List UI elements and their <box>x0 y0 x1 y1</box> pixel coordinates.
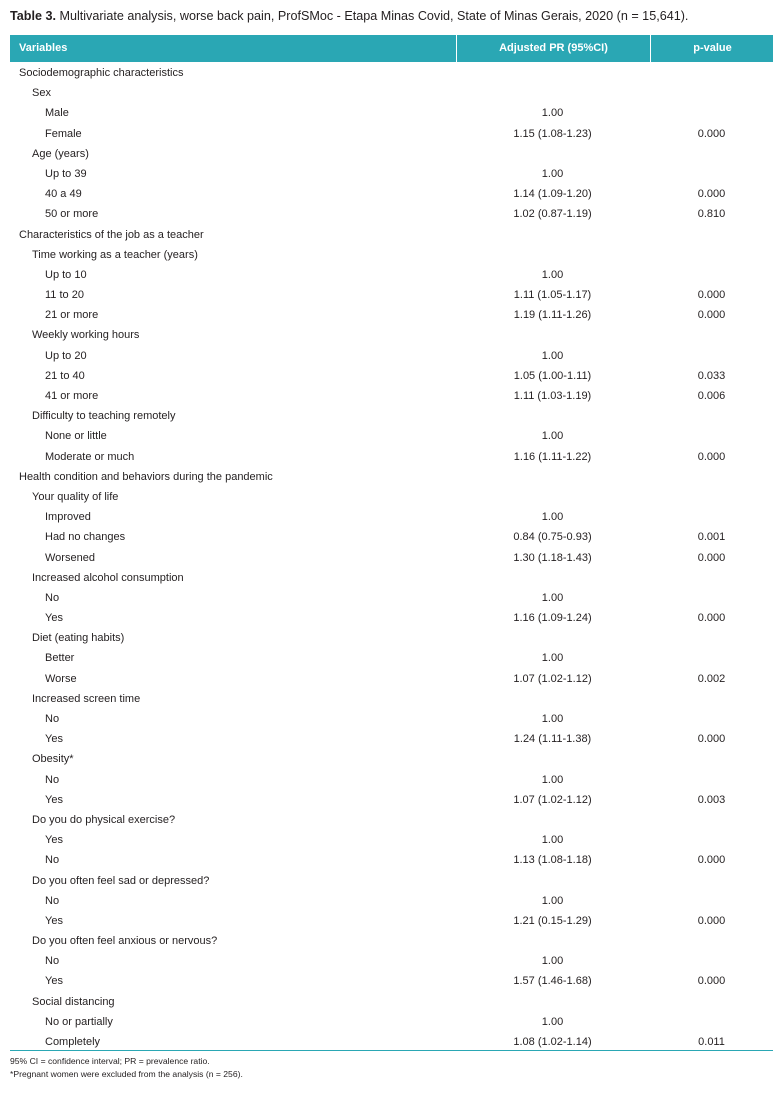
level-label: Yes <box>45 793 63 806</box>
table-title <box>10 9 688 23</box>
p-value-cell: 0.000 <box>697 127 726 140</box>
adjusted-pr-cell: 1.00 <box>541 430 564 443</box>
level-label: Yes <box>45 612 63 625</box>
level-label: No <box>45 713 60 725</box>
variable-label: Diet (eating habits) <box>32 632 125 645</box>
table-row <box>10 204 773 224</box>
level-label: No <box>45 773 60 786</box>
table-row <box>10 144 773 164</box>
table-row <box>10 709 773 729</box>
p-value-cell: 0.000 <box>697 612 726 625</box>
level-label: Improved <box>45 511 91 524</box>
table-row <box>10 83 773 103</box>
level-label: Completely <box>45 1036 101 1048</box>
table-row <box>10 366 773 386</box>
level-label: 21 or more <box>45 309 99 322</box>
footnote-abbreviations: 95% CI = confidence interval; PR = prevalence ratio. <box>10 1056 210 1066</box>
adjusted-pr-cell: 1.00 <box>541 349 564 362</box>
level-label: 50 or more <box>45 208 99 221</box>
adjusted-pr-cell: 1.30 (1.18-1.43) <box>513 551 592 564</box>
adjusted-pr-cell: 1.16 (1.09-1.24) <box>513 612 592 625</box>
level-label: Male <box>45 107 69 120</box>
table-row <box>10 992 773 1012</box>
variable-label: Social distancing <box>32 995 115 1008</box>
p-value-cell: 0.000 <box>697 975 726 988</box>
level-label: No <box>45 854 60 867</box>
p-value-cell: 0.002 <box>697 672 726 685</box>
adjusted-pr-cell: 1.07 (1.02-1.12) <box>513 793 592 806</box>
p-value-cell: 0.000 <box>697 450 726 463</box>
adjusted-pr-cell: 1.16 (1.11-1.22) <box>513 450 592 463</box>
table-row <box>10 951 773 971</box>
table-header <box>10 35 773 62</box>
table-row <box>10 648 773 668</box>
table-row <box>10 184 773 204</box>
table-row <box>10 467 773 487</box>
table-row <box>10 285 773 305</box>
variable-label: Increased alcohol consumption <box>32 571 184 584</box>
adjusted-pr-cell: 1.05 (1.00-1.11) <box>513 369 592 382</box>
p-value-cell: 0.000 <box>697 188 726 201</box>
level-label: 21 to 40 <box>45 369 85 382</box>
level-label: Yes <box>45 733 63 746</box>
adjusted-pr-cell: 1.00 <box>541 955 564 968</box>
p-value-cell: 0.000 <box>697 914 726 927</box>
level-label: Yes <box>45 914 63 927</box>
adjusted-pr-cell: 1.11 (1.05-1.17) <box>513 289 592 302</box>
table-row <box>10 346 773 366</box>
table-row <box>10 124 773 144</box>
adjusted-pr-cell: 1.07 (1.02-1.12) <box>513 672 592 685</box>
table-row <box>10 871 773 891</box>
table-row <box>10 103 773 123</box>
table-caption: Multivariate analysis, worse back pain, ProfSMoc - Etapa Minas Covid, State of Minas Gerais, 2020 (n = 15,641). <box>55 9 689 23</box>
adjusted-pr-cell: 1.19 (1.11-1.26) <box>513 309 592 322</box>
variable-label: Obesity* <box>32 753 74 766</box>
adjusted-pr-cell: 1.00 <box>541 167 564 180</box>
p-value-cell: 0.000 <box>697 733 726 746</box>
table-number: Table 3. <box>10 9 56 23</box>
adjusted-pr-cell: 1.00 <box>541 268 564 281</box>
table-row <box>10 850 773 870</box>
adjusted-pr-cell: 0.84 (0.75-0.93) <box>513 531 592 544</box>
level-label: Yes <box>45 834 63 847</box>
table-row <box>10 729 773 749</box>
adjusted-pr-cell: 1.11 (1.03-1.19) <box>513 390 592 402</box>
table-body <box>10 63 773 1052</box>
level-label: None or little <box>45 430 107 443</box>
table-row <box>10 830 773 850</box>
variable-label: Weekly working hours <box>32 329 140 342</box>
table-row <box>10 669 773 689</box>
category-heading: Characteristics of the job as a teacher <box>19 228 204 241</box>
level-label: Up to 10 <box>45 268 87 281</box>
table-row <box>10 305 773 325</box>
adjusted-pr-cell: 1.00 <box>541 713 564 725</box>
level-label: 11 to 20 <box>45 289 84 302</box>
variable-label: Sex <box>32 87 51 100</box>
variable-label: Do you do physical exercise? <box>32 813 176 826</box>
p-value-cell: 0.810 <box>697 208 726 221</box>
table-row <box>10 971 773 991</box>
level-label: No <box>45 894 60 907</box>
table-row <box>10 548 773 568</box>
p-value-cell: 0.000 <box>697 309 726 322</box>
table-row <box>10 770 773 790</box>
p-value-cell: 0.011 <box>698 1036 725 1048</box>
table-row <box>10 447 773 467</box>
column-header-variables: Variables <box>19 42 68 54</box>
table-row <box>10 426 773 446</box>
table-row <box>10 588 773 608</box>
adjusted-pr-cell: 1.00 <box>541 1015 564 1028</box>
variable-label: Your quality of life <box>32 490 119 503</box>
p-value-cell: 0.000 <box>697 551 726 564</box>
variable-label: Age (years) <box>32 147 89 160</box>
table-row <box>10 568 773 588</box>
p-value-cell: 0.033 <box>697 369 726 382</box>
adjusted-pr-cell: 1.21 (0.15-1.29) <box>513 914 592 927</box>
table-row <box>10 225 773 245</box>
table-row <box>10 63 773 83</box>
adjusted-pr-cell: 1.00 <box>541 591 564 604</box>
adjusted-pr-cell: 1.24 (1.11-1.38) <box>513 733 592 746</box>
variable-label: Do you often feel anxious or nervous? <box>32 935 218 948</box>
table-row <box>10 891 773 911</box>
adjusted-pr-cell: 1.14 (1.09-1.20) <box>513 188 592 201</box>
p-value-cell: 0.000 <box>697 854 726 867</box>
table-row <box>10 931 773 951</box>
table-row <box>10 628 773 648</box>
adjusted-pr-cell: 1.57 (1.46-1.68) <box>513 975 592 988</box>
table-row <box>10 790 773 810</box>
variable-label: Time working as a teacher (years) <box>32 248 198 261</box>
table-row <box>10 810 773 830</box>
table-bottom-rule <box>10 1050 773 1051</box>
adjusted-pr-cell: 1.08 (1.02-1.14) <box>513 1036 592 1048</box>
level-label: Worsened <box>45 551 95 564</box>
adjusted-pr-cell: 1.00 <box>541 834 564 847</box>
p-value-cell: 0.001 <box>697 531 726 544</box>
level-label: No <box>45 591 60 604</box>
table-row <box>10 265 773 285</box>
level-label: No <box>45 955 60 968</box>
level-label: Up to 39 <box>45 167 87 180</box>
table-row <box>10 527 773 547</box>
adjusted-pr-cell: 1.00 <box>541 652 564 665</box>
column-header-adjusted-pr: Adjusted PR (95%CI) <box>456 35 650 62</box>
level-label: Better <box>45 652 75 665</box>
table-row <box>10 507 773 527</box>
variable-label: Do you often feel sad or depressed? <box>32 874 210 887</box>
footnote-pregnant-women: *Pregnant women were excluded from the analysis (n = 256). <box>10 1069 243 1079</box>
adjusted-pr-cell: 1.00 <box>541 894 564 907</box>
level-label: 40 a 49 <box>45 188 82 201</box>
adjusted-pr-cell: 1.00 <box>541 511 564 524</box>
table-row <box>10 245 773 265</box>
adjusted-pr-cell: 1.00 <box>541 107 564 120</box>
table-row <box>10 911 773 931</box>
variable-label: Difficulty to teaching remotely <box>32 410 176 423</box>
table-row <box>10 164 773 184</box>
table-row <box>10 406 773 426</box>
level-label: Up to 20 <box>45 349 87 362</box>
category-heading: Sociodemographic characteristics <box>19 67 184 79</box>
table-row <box>10 689 773 709</box>
level-label: Moderate or much <box>45 450 135 463</box>
p-value-cell: 0.000 <box>697 289 726 302</box>
level-label: Female <box>45 127 82 140</box>
column-header-p-value: p-value <box>650 35 774 62</box>
adjusted-pr-cell: 1.13 (1.08-1.18) <box>513 854 592 867</box>
table-row <box>10 749 773 769</box>
level-label: No or partially <box>45 1015 113 1028</box>
variable-label: Increased screen time <box>32 692 141 705</box>
table-row <box>10 1012 773 1032</box>
category-heading: Health condition and behaviors during the pandemic <box>19 470 273 483</box>
adjusted-pr-cell: 1.02 (0.87-1.19) <box>513 208 592 221</box>
p-value-cell: 0.003 <box>697 793 726 806</box>
p-value-cell: 0.006 <box>697 390 726 402</box>
adjusted-pr-cell: 1.15 (1.08-1.23) <box>513 127 592 140</box>
level-label: Had no changes <box>45 531 126 544</box>
table-row <box>10 386 773 406</box>
level-label: 41 or more <box>45 390 99 402</box>
table-row <box>10 325 773 345</box>
adjusted-pr-cell: 1.00 <box>541 773 564 786</box>
table-row <box>10 608 773 628</box>
level-label: Yes <box>45 975 63 988</box>
level-label: Worse <box>45 672 77 685</box>
table-row <box>10 487 773 507</box>
